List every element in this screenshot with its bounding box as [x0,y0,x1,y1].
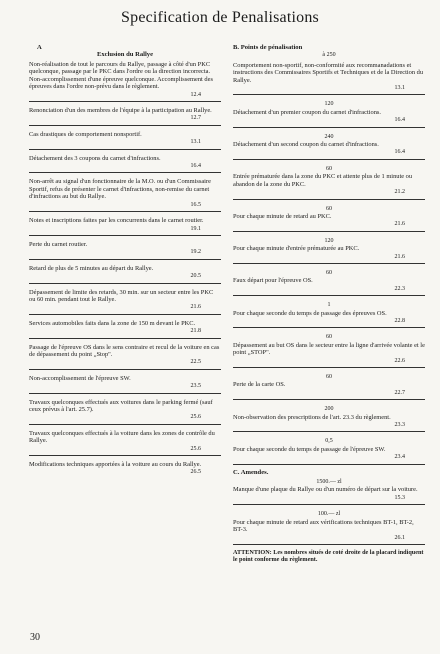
entry-text: Non-réalisation de tout le parcours du Rallye, passage à côté d'un PKC quelconque, passage par le PKC dans l'ordre ou la direction incorrecta. Non-accomplissement d'une épreuve quelconque. Accomplissement des épreuves dans l'ordre non-prévu dans le règlement. [29,61,213,91]
section-b-base-amount: à 250 [322,52,336,59]
entry-amount: 60 [326,165,332,172]
entry-text: Non-arrêt au signal d'un fonctionnaire de la M.O. ou d'un Commissaire Sportif, refus de présenter le carnet d'infractions, non-remise du carnet d'infractions au but du Rallye. [29,178,211,201]
penalty-entry [233,99,425,127]
entry-text: Non-accomplissement de l'épreuve SW. [29,374,131,382]
entry-text: Pour chaque minute d'entrée prématurée au PKC. [233,245,360,253]
entry-text: Pour chaque minute de retard au PKC. [233,212,332,220]
entry-text: Entrée prématurée dans la zone du PKC et attente plus de 1 minute ou abandon de la zone du PKC. [233,173,413,188]
section-a-letter: A [37,44,42,51]
entry-text: Pour chaque minute de retard aux vérifications techniques BT-1, BT-2, BT-3. [233,518,414,534]
entry-ref: 21.6 [394,221,405,228]
penalty-entry [233,372,425,400]
entry-amount: 120 [324,101,334,108]
entry-text: Non-observation des prescriptions de l'art. 23.3 du règlement. [233,413,391,421]
section-c-heading: C. Amendes. [233,468,269,476]
entry-ref: 12.7 [190,115,201,122]
page-number: 30 [30,632,40,643]
entry-text: Cas drastiques de comportement nonsportif. [29,130,142,138]
entry-ref: 22.6 [394,357,405,364]
penalty-entry [233,268,425,296]
penalty-entry [29,216,221,236]
entry-amount: 240 [324,133,334,140]
penalty-entry [29,319,221,339]
penalty-entry [233,164,425,200]
entry-ref: 25.6 [190,445,201,452]
entry-amount: 0,5 [325,438,333,445]
penalty-entry [29,343,221,370]
penalty-entry [29,398,221,425]
entry-amount: 60 [326,205,332,212]
entry-text: Faux départ pour l'épreuve OS. [233,277,313,285]
entry-amount: 60 [326,334,332,341]
penalty-entry [233,477,425,505]
penalty-entry [29,460,221,479]
entry-text: Dépassement au but OS dans le secteur entre la ligne d'arrivée volante et le point „STOP". [233,341,425,357]
entry-ref: 13.1 [394,85,405,92]
entry-text: Travaux quelconques effectués aux voitures dans le parking fermé (sauf ceux prévus à l'art. 25.7). [29,398,213,413]
entry-text: Comportement non-sportif, non-conformité aux recommanadations et instructions des Commissaires Sportifs et Techniques et de la Direction du Rallye. [233,61,424,84]
entry-amount: 200 [324,406,334,413]
entry-ref: 16.4 [190,163,201,170]
entry-amount: 1500.— zl [316,479,342,486]
entry-ref: 16.5 [190,201,201,208]
entry-ref: 26.1 [394,534,405,541]
penalty-entry [233,132,425,160]
penalty-entry [29,130,221,150]
entry-text: Modifications techniques apportées à la voiture au cours du Rallye. [29,461,202,469]
left-column [29,44,221,483]
entry-ref: 21.2 [394,189,405,196]
section-a-heading: Exclusion du Rallye [96,51,154,59]
entry-ref: 21.6 [394,253,405,260]
penalty-entry [29,60,221,102]
penalty-entry [29,374,221,394]
entry-ref: 19.2 [190,249,201,256]
entry-text: Perte du carnet routier. [29,240,88,248]
penalty-entry [233,404,425,432]
entry-ref: 13.1 [190,139,201,146]
penalty-entry [233,300,425,328]
penalty-entry [233,509,425,545]
entry-text: Détachement d'un premier coupon du carnet d'infractions. [233,108,381,116]
entry-ref: 20.5 [190,273,201,280]
entry-ref: 19.1 [190,225,201,232]
penalty-entry [233,236,425,264]
entry-text: Détachement des 3 coupons du carnet d'infractions. [29,154,161,162]
entry-ref: 12.4 [190,91,201,98]
penalty-entry [29,288,221,315]
entry-text: Retard de plus de 5 minutes au départ du Rallye. [29,264,154,272]
entry-amount: 100.— zl [317,511,341,518]
entry-ref: 15.3 [394,494,405,501]
entry-amount: 60 [326,374,332,380]
entry-ref: 21.8 [190,328,201,335]
entry-ref: 21.6 [190,304,201,311]
entry-ref: 23.5 [190,383,201,390]
penalty-entry [233,61,425,96]
entry-amount: 60 [326,269,332,276]
entry-text: Notes et inscriptions faites par les concurrents dans le carnet routier. [29,217,204,225]
entry-ref: 16.4 [394,117,405,124]
entry-text: Détachement d'un second coupon du carnet d'infractions. [233,141,379,149]
entry-ref: 16.4 [394,149,405,156]
attention-note: ATTENTION: Les nombres situés de coté droite de la placard indiquent le point conforme du règlement. [233,548,424,564]
entry-text: Renonciation d'un des membres de l'équipe à la participation au Rallye. [29,107,212,115]
penalty-entry [29,177,221,212]
entry-amount: 120 [324,237,334,244]
page-title: Specification de Penalisations [121,9,319,26]
entry-ref: 26.5 [190,469,201,476]
penalty-entry [29,264,221,284]
entry-text: Manque d'une plaque du Rallye ou d'un numéro de départ sur la voiture. [233,486,418,494]
entry-text: Travaux quelconques effectués à la voiture dans les zones de contrôle du Rallye. [29,429,215,445]
entry-text: Passage de l'épreuve OS dans le sens contraire et recul de la voiture en cas de dépassement du point „Stop". [29,343,220,358]
entry-ref: 25.6 [190,414,201,421]
entry-text: Perte de la carte OS. [233,381,286,389]
entry-ref: 22.7 [394,389,405,396]
penalty-entry [29,106,221,126]
entry-text: Pour chaque seconde du temps de passage des épreuves OS. [233,309,387,317]
penalty-entry [29,429,221,456]
penalty-entry [233,204,425,232]
entry-text: Pour chaque seconde du temps de passage de l'épreuve SW. [233,445,386,453]
entry-ref: 22.3 [394,285,405,292]
section-b-heading: B. Points de pénalisation [233,44,303,51]
entry-ref: 22.8 [394,317,405,324]
entry-ref: 22.5 [190,359,201,366]
penalty-entry [233,332,425,368]
penalty-entry [29,240,221,260]
penalty-entry [233,436,425,464]
entry-text: Services automobiles faits dans la zone de 150 m devant le PKC. [29,319,196,327]
entry-amount: 1 [327,302,331,309]
entry-text: Dépassement de limite des retards, 30 min. sur un secteur entre les PKC ou 60 min. pendant tout le Rallye. [29,288,214,303]
entry-ref: 23.3 [394,422,405,429]
penalty-entry [29,154,221,174]
entry-ref: 23.4 [394,454,405,461]
right-column [233,44,425,563]
